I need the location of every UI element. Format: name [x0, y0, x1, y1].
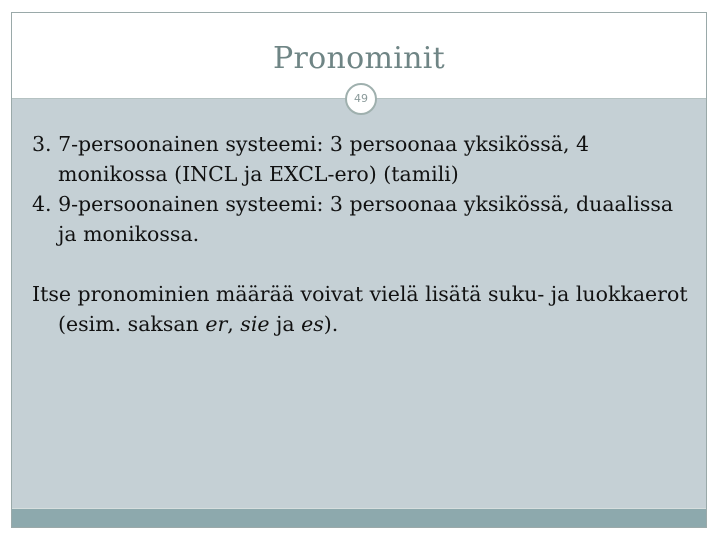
slide-body	[32, 129, 692, 339]
paragraph-end: ).	[323, 312, 339, 336]
german-pronoun-er: er	[205, 312, 228, 336]
paragraph-gender-class-text: Itse pronominien määrää voivat vielä lisätä suku- ja luokkaerot (esim. saksan	[32, 282, 688, 336]
slide-title: Pronominit	[273, 41, 445, 76]
page-number-badge: 49	[345, 83, 377, 115]
comma-separator: ,	[227, 312, 241, 336]
slide	[11, 12, 707, 528]
german-pronoun-es: es	[301, 312, 324, 336]
conjunction-ja: ja	[269, 312, 302, 336]
footer-bar	[12, 509, 706, 527]
german-pronoun-sie: sie	[240, 312, 270, 336]
paragraph-7-person-system: 3. 7-persoonainen systeemi: 3 persoonaa yksikössä, 4 monikossa (INCL ja EXCL-ero) (tamili)	[32, 132, 590, 186]
paragraph-gender-class	[32, 279, 692, 339]
paragraph-9-person-system: 4. 9-persoonainen systeemi: 3 persoonaa yksikössä, duaalissa ja monikossa.	[32, 192, 674, 246]
